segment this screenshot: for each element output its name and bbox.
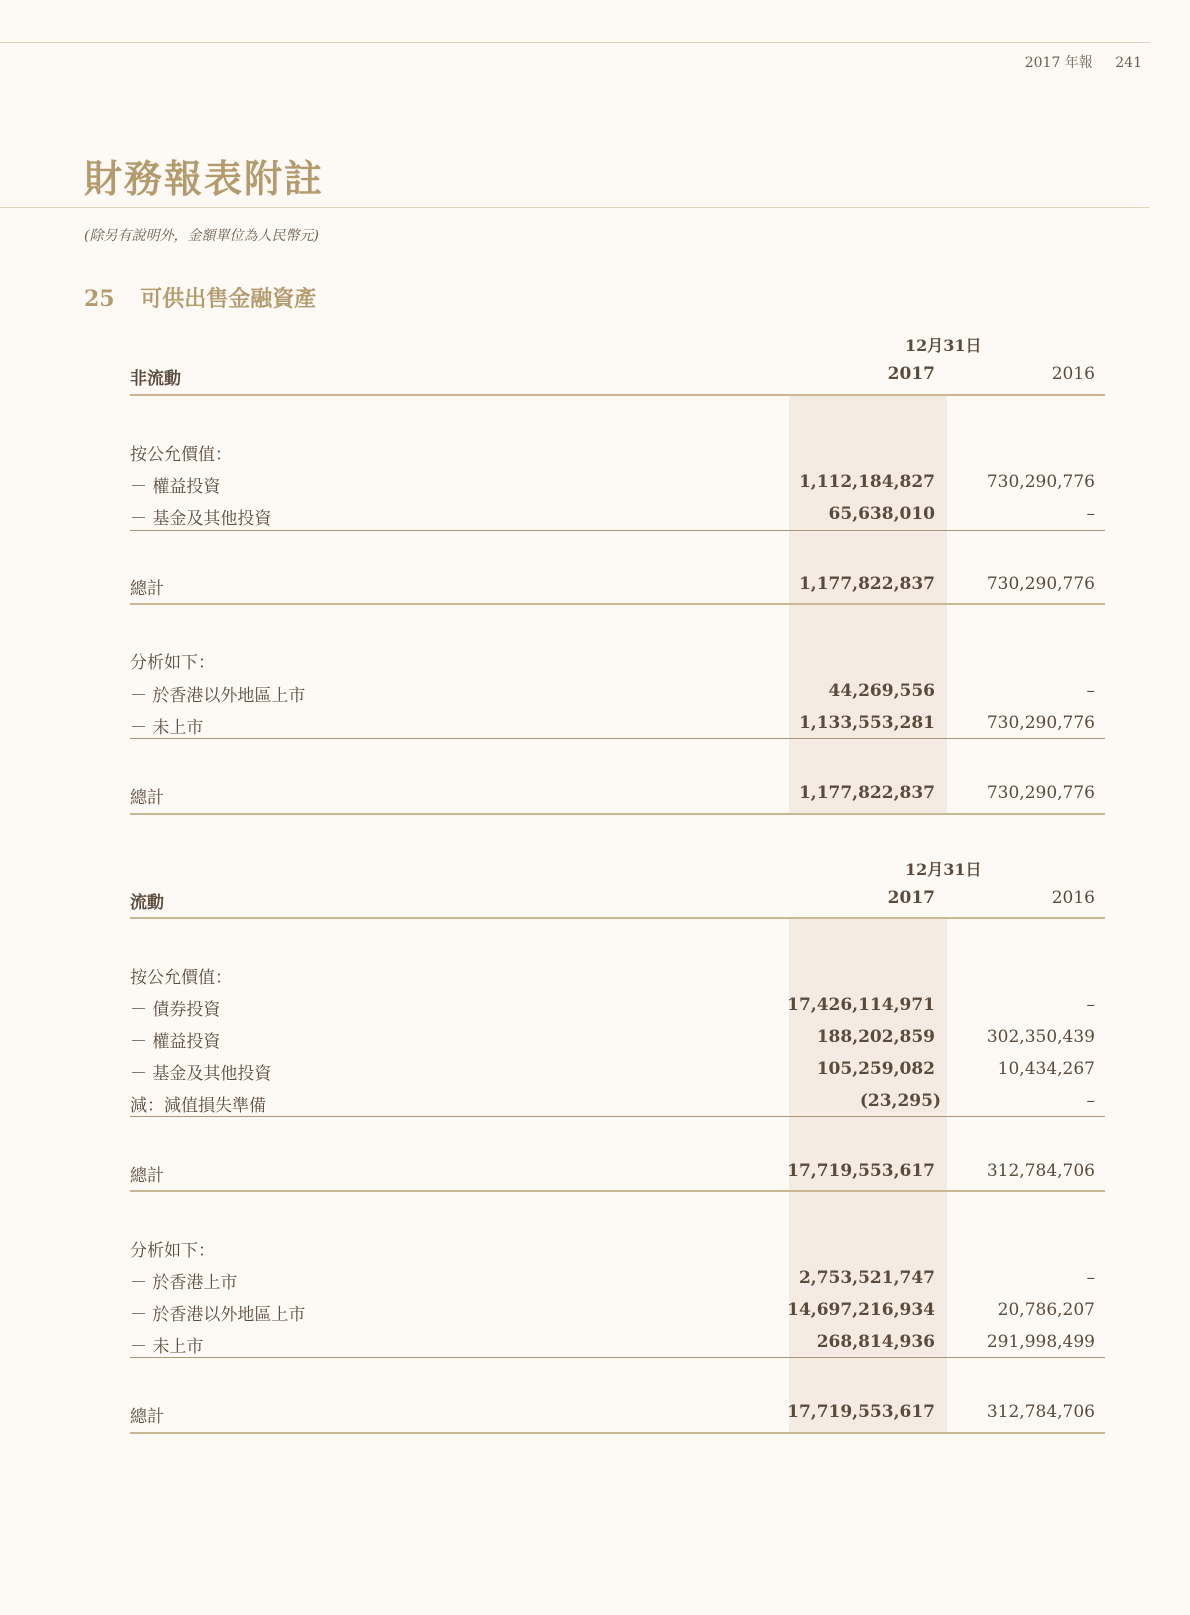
category-label: 非流動: [130, 369, 181, 389]
table-row: － 於香港以外地區上市 14,697,216,934 20,786,207: [130, 1300, 1095, 1325]
table-row: － 於香港上市 2,753,521,747 –: [130, 1268, 1095, 1293]
total-rule: [130, 603, 1105, 605]
year-2017-header: 2017: [887, 364, 935, 384]
page-number: 241: [1115, 55, 1142, 71]
header-rule: [130, 917, 1105, 919]
total-row: 總計 1,177,822,837 730,290,776: [130, 574, 1095, 599]
subtotal-rule: [130, 1116, 1105, 1117]
section-heading: [84, 282, 316, 313]
total-row: 總計 17,719,553,617 312,784,706: [130, 1402, 1095, 1427]
title-divider: [0, 207, 1150, 208]
year-2016-header: 2016: [1051, 888, 1095, 908]
table-row: 減：減值損失準備 (23,295) –: [130, 1091, 1095, 1116]
section-number: 25: [84, 286, 115, 312]
page-title: 財務報表附註: [84, 156, 325, 201]
subheading: 分析如下：: [130, 1241, 215, 1261]
subheading: 按公允價值：: [130, 968, 232, 988]
table-row: － 權益投資 188,202,859 302,350,439: [130, 1027, 1095, 1052]
subheading: 分析如下：: [130, 653, 215, 673]
date-header: 12月31日: [905, 336, 982, 355]
currency-note: (除另有說明外，金額單位為人民幣元): [84, 228, 319, 244]
date-header: 12月31日: [905, 860, 982, 879]
subtotal-rule: [130, 530, 1105, 531]
total-rule: [130, 813, 1105, 815]
year-2016-header: 2016: [1051, 364, 1095, 384]
total-rule: [130, 1190, 1105, 1192]
table-row: － 未上市 1,133,553,281 730,290,776: [130, 713, 1095, 738]
table-row: － 基金及其他投資 65,638,010 –: [130, 504, 1095, 529]
category-label: 流動: [130, 893, 164, 913]
total-rule: [130, 1432, 1105, 1434]
total-row: 總計 1,177,822,837 730,290,776: [130, 783, 1095, 808]
subtotal-rule: [130, 738, 1105, 739]
section-title: 可供出售金融資產: [140, 286, 317, 312]
year-2017-header: 2017: [887, 888, 935, 908]
table-row: － 權益投資 1,112,184,827 730,290,776: [130, 472, 1095, 497]
table-row: － 債券投資 17,426,114,971 –: [130, 995, 1095, 1020]
table-row: － 基金及其他投資 105,259,082 10,434,267: [130, 1059, 1095, 1084]
table-row: － 未上市 268,814,936 291,998,499: [130, 1332, 1095, 1357]
total-row: 總計 17,719,553,617 312,784,706: [130, 1161, 1095, 1186]
header-rule: [130, 394, 1105, 396]
table-row: － 於香港以外地區上市 44,269,556 –: [130, 681, 1095, 706]
subheading: 按公允價值：: [130, 445, 232, 465]
top-divider: [0, 42, 1150, 43]
report-year: 2017 年報: [1024, 55, 1093, 71]
subtotal-rule: [130, 1357, 1105, 1358]
running-header: [1025, 52, 1142, 72]
